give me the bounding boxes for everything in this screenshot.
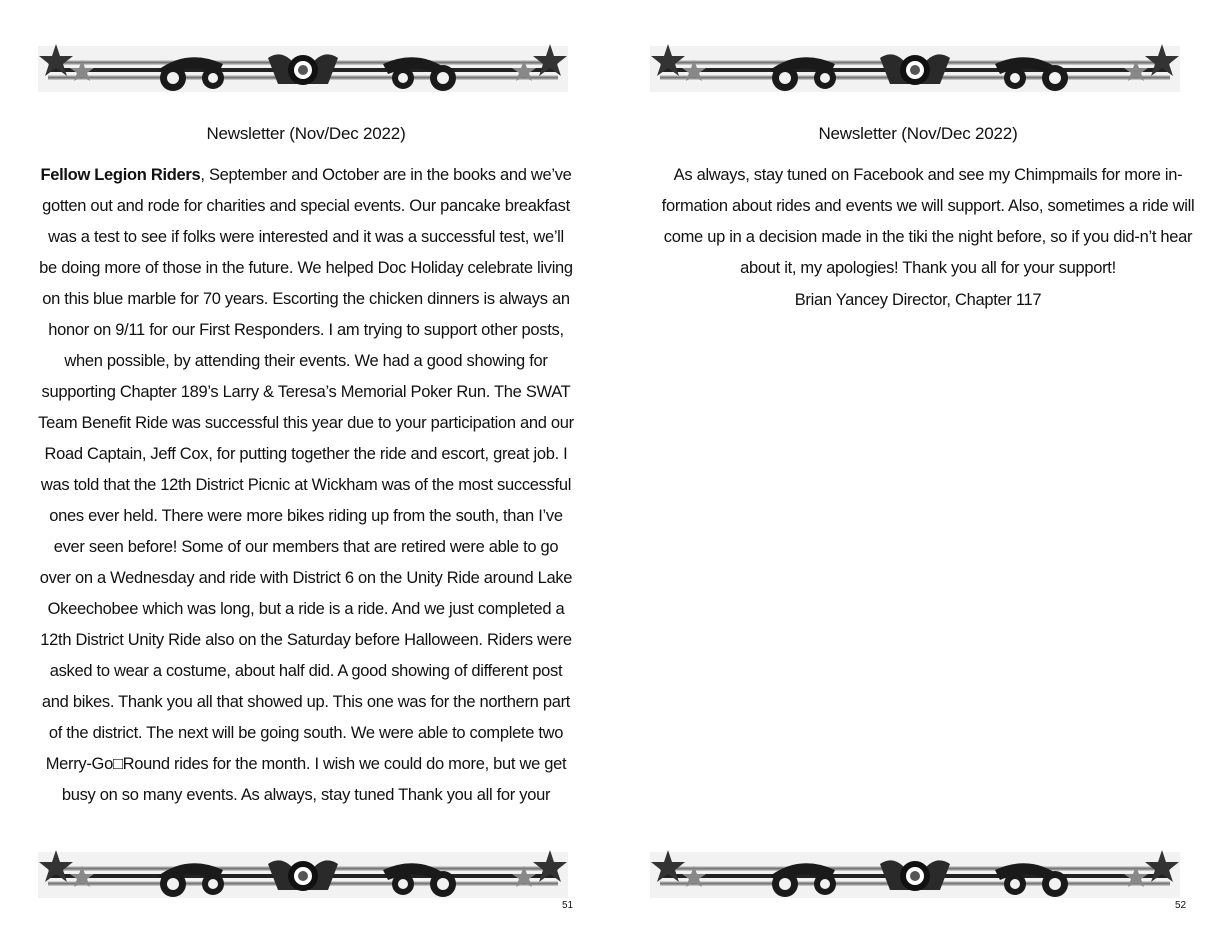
bottom-banner	[38, 846, 568, 902]
page-number: 52	[1175, 900, 1187, 911]
signature-line: Brian Yancey Director, Chapter 117	[794, 291, 1042, 309]
page-heading: Newsletter (Nov/Dec 2022)	[818, 124, 1018, 143]
legion-riders-banner-image	[650, 846, 1180, 902]
newsletter-body	[38, 160, 574, 811]
greeting-bold: Fellow Legion Riders	[40, 166, 201, 184]
page-heading: Newsletter (Nov/Dec 2022)	[206, 124, 406, 143]
legion-riders-banner-image	[650, 40, 1180, 96]
top-banner	[650, 40, 1180, 96]
page-number: 51	[562, 900, 574, 911]
body-paragraph: , September and October are in the books and we’ve gotten out and rode for charities and special events. Our pancake breakfast was a test to see if folks were interested and it was a successful test, we’ll be doing more of those in the future. We helped Doc Holiday celebrate living on this blue marble for 70 years. Escorting the chicken dinners is always an honor on 9/11 for our First Responders. I am trying to support other posts, when possible, by attending their events. We had a good showing for supporting Chapter 189’s Larry & Teresa’s Memorial Poker Run. The SWAT Team Benefit Ride was successful this year due to your participation and our Road Captain, Jeff Cox, for putting together the ride and escort, great job. I was told that the 12th District Picnic at Wickham was of the most successful ones ever held. There were more bikes riding up from the south, than I’ve ever seen before! Some of our members that are retired were able to go over on a Wednesday and ride with District 6 on the Unity Ride around Lake Okeechobee which was long, but a ride is a ride. And we just completed a 12th District Unity Ride also on the Saturday before Halloween. Riders were asked to wear a costume, about half did. A good showing of different post and bikes. Thank you all that showed up. This one was for the northern part of the district. The next will be going south. We were able to complete two Merry-Go□Round rides for the month. I wish we could do more, but we get busy on so many events. As always, stay tuned Thank you all for your	[38, 166, 574, 804]
bottom-banner	[650, 846, 1180, 902]
body-paragraph: As always, stay tuned on Facebook and see my Chimpmails for more in-formation about rides and events we will support. Also, sometimes a ride will come up in a decision made in the tiki the night before, so if you did-n’t hear about it, my apologies! Thank you all for your support!	[661, 166, 1195, 277]
top-banner	[38, 40, 568, 96]
legion-riders-banner-image	[38, 40, 568, 96]
right-page	[612, 0, 1224, 939]
legion-riders-banner-image	[38, 846, 568, 902]
